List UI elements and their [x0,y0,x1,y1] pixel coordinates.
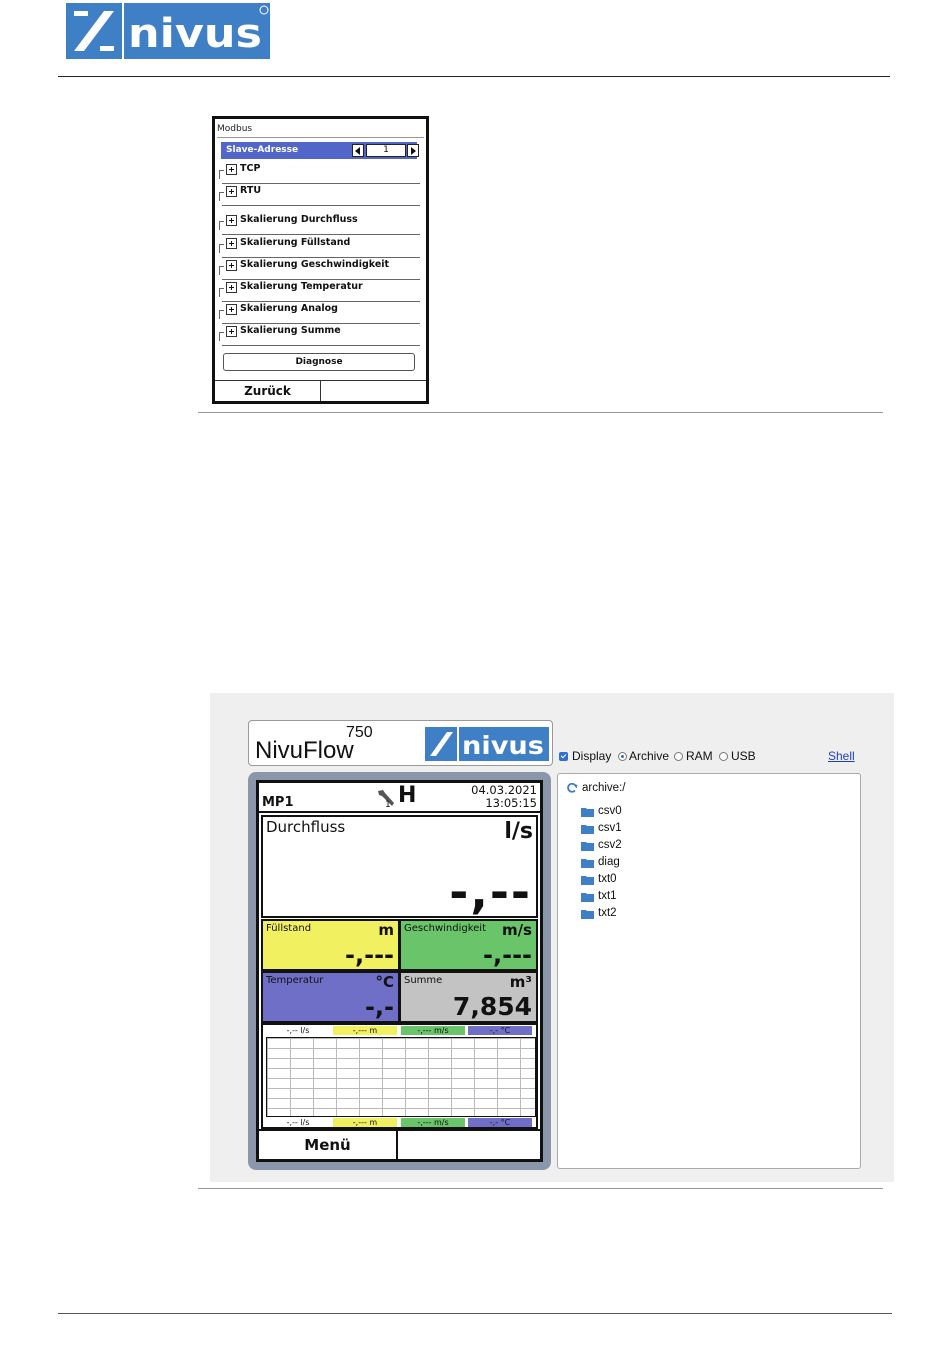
flow-unit: l/s [504,819,533,844]
trend-tag-level: -,--- m [333,1118,397,1127]
current-path: archive:/ [582,782,626,794]
slave-address-spinner[interactable] [352,144,420,157]
menu-item-scaling-velocity[interactable] [219,258,420,280]
row-divider [222,345,420,346]
web-interface-screenshot [210,693,894,1182]
temperature-label: Temperatur [266,975,324,986]
folder-icon [581,807,594,817]
archive-radio[interactable] [618,752,627,761]
wrench-icon [375,787,397,809]
logo-text: nivus [462,731,544,760]
temperature-unit: °C [375,973,394,991]
nivus-logo [66,3,270,59]
menu-item-label: Skalierung Analog [240,303,338,314]
folder-icon [581,824,594,834]
slave-address-value[interactable]: 1 [366,144,406,157]
folder-icon [581,909,594,919]
expand-plus-icon[interactable] [226,215,237,226]
device-display [256,780,543,1162]
menu-item-rtu[interactable] [219,184,420,206]
menu-item-scaling-level[interactable] [219,236,420,258]
ram-label[interactable]: RAM [686,749,713,763]
total-value: 7,854 [452,992,532,1021]
temperature-value: -,- [364,993,394,1021]
menu-item-label: Skalierung Summe [240,325,341,336]
menu-item-scaling-analog[interactable] [219,302,420,324]
slave-address-row[interactable] [221,142,417,159]
nivus-logo [425,727,549,761]
menu-item-label: Skalierung Temperatur [240,281,363,292]
ram-radio[interactable] [674,752,683,761]
device-brand-panel [248,720,553,766]
velocity-tile [399,919,538,971]
date-time [471,784,537,810]
diagnose-button[interactable]: Diagnose [223,353,415,371]
level-value: -,--- [345,941,394,969]
folder-name: csv1 [598,822,622,834]
folder-name: csv0 [598,805,622,817]
folder-name: txt2 [598,907,617,919]
tree-connector [219,244,224,253]
view-controls [559,749,889,765]
trend-grid [266,1037,536,1117]
modbus-menu-screen [212,116,429,404]
trend-tag-flow: -,-- l/s [266,1118,330,1127]
trend-tag-temperature: -,- °C [468,1026,532,1035]
section-rule [198,412,883,413]
trend-tag-velocity: -,--- m/s [401,1026,465,1035]
level-label: Füllstand [266,923,312,934]
tree-connector [219,192,224,201]
flow-label: Durchfluss [266,818,346,836]
tree-connector [219,332,224,341]
folder-icon [581,858,594,868]
tree-connector [219,170,224,179]
total-label: Summe [404,975,443,986]
row-divider [222,234,420,235]
velocity-unit: m/s [501,921,532,939]
menu-item-label: Skalierung Füllstand [240,237,351,248]
display-checkbox[interactable] [559,752,568,761]
temperature-tile [261,971,400,1023]
expand-plus-icon[interactable] [226,238,237,249]
mode-index: 1 [385,800,391,809]
level-unit: m [378,921,394,939]
date-value: 04.03.2021 [471,783,537,797]
section-rule [198,1188,883,1189]
increment-arrow-icon[interactable] [407,144,419,157]
product-name: NivuFlow [255,737,354,764]
expand-plus-icon[interactable] [226,186,237,197]
trend-tag-level: -,--- m [333,1026,397,1035]
softkey-bar [259,1129,540,1159]
device-display-frame [248,772,551,1170]
logo-text: nivus [128,11,262,57]
display-header [259,783,540,813]
level-tile [261,919,400,971]
velocity-label: Geschwindigkeit [404,923,487,934]
expand-plus-icon[interactable] [226,260,237,271]
footer-rule [58,1313,892,1314]
trend-tag-flow: -,-- l/s [266,1026,330,1035]
shell-link[interactable]: Shell [828,749,855,763]
flow-value: -,-- [449,865,532,919]
folder-name: csv2 [598,839,622,851]
file-browser [557,773,861,1169]
menu-item-label: Skalierung Geschwindigkeit [240,259,390,270]
menu-item-scaling-total[interactable] [219,324,420,346]
folder-name: txt0 [598,873,617,885]
menu-item-label: Skalierung Durchfluss [240,214,358,225]
title-divider [217,137,424,138]
trend-tag-temperature: -,- °C [468,1118,532,1127]
folder-icon [581,875,594,885]
modbus-title: Modbus [217,124,253,134]
menu-item-scaling-flow[interactable] [219,213,420,235]
folder-icon [581,841,594,851]
expand-plus-icon[interactable] [226,282,237,293]
menu-item-label: TCP [240,163,261,174]
tree-connector [219,288,224,297]
usb-label[interactable]: USB [731,749,756,763]
refresh-icon[interactable] [566,782,578,794]
menu-item-tcp[interactable] [219,162,420,184]
folder-name: diag [598,856,620,868]
slave-address-label: Slave-Adresse [226,145,299,155]
expand-plus-icon[interactable] [226,164,237,175]
total-unit: m³ [509,973,532,991]
folder-name: txt1 [598,890,617,902]
trend-graph [261,1023,538,1129]
trend-tag-velocity: -,--- m/s [401,1118,465,1127]
display-label[interactable]: Display [572,749,612,763]
time-value: 13:05:15 [485,796,537,810]
row-divider [222,205,420,206]
total-tile [399,971,538,1023]
tree-connector [219,221,224,230]
decrement-arrow-icon[interactable] [352,144,364,157]
header-rule [58,76,890,77]
softkey-bar [215,380,426,401]
archive-label[interactable]: Archive [629,749,670,763]
velocity-value: -,--- [483,941,532,969]
operating-mode: H [398,783,417,808]
back-softkey[interactable]: Zurück [215,381,321,401]
expand-plus-icon[interactable] [226,326,237,337]
folder-icon [581,892,594,902]
tree-connector [219,266,224,275]
menu-item-label: RTU [240,185,262,196]
expand-plus-icon[interactable] [226,304,237,315]
usb-radio[interactable] [719,752,728,761]
flow-main-tile [261,815,538,918]
menu-softkey[interactable]: Menü [259,1131,398,1159]
measuring-point: MP1 [262,795,294,810]
tree-connector [219,310,224,319]
product-model: 750 [346,724,373,741]
menu-item-scaling-temperature[interactable] [219,280,420,302]
